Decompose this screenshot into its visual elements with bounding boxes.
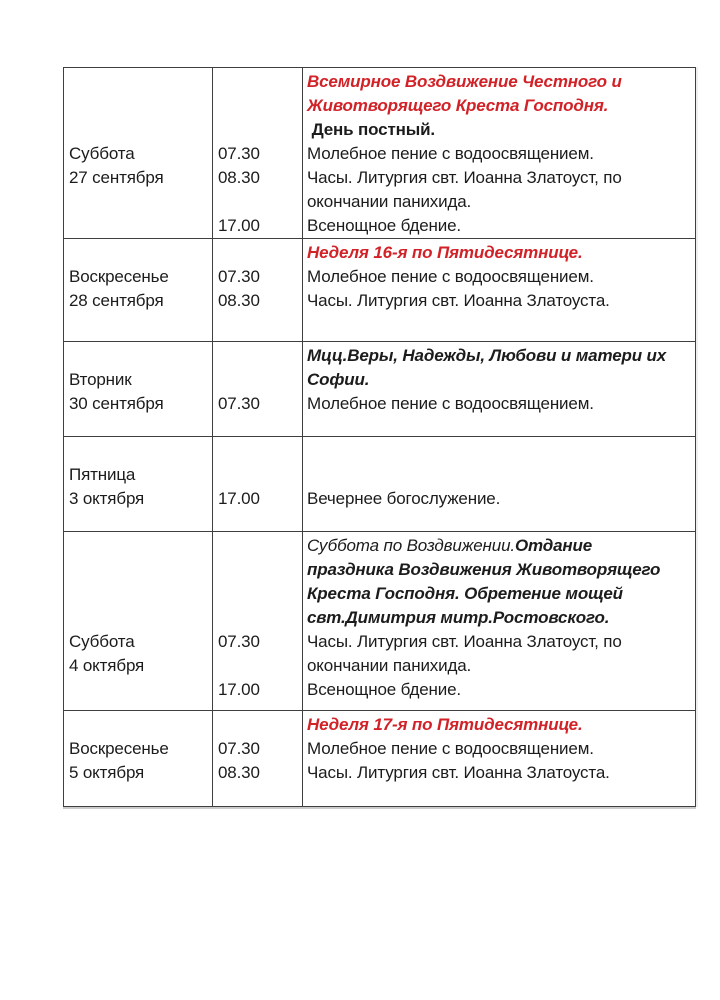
text-line: [218, 558, 302, 582]
text-segment: Всенощное бдение.: [307, 680, 462, 699]
description-cell: [303, 532, 695, 710]
text-segment: 17.00: [218, 216, 260, 235]
text-line: [218, 713, 302, 737]
text-line: [218, 214, 302, 238]
text-line: [69, 166, 212, 190]
text-line: [307, 582, 693, 606]
text-segment: Пятница: [69, 465, 136, 484]
text-line: [218, 678, 302, 702]
text-line: [69, 392, 212, 416]
text-segment: Суббота: [69, 632, 135, 651]
text-line: [218, 654, 302, 678]
text-line: [218, 392, 302, 416]
text-line: [307, 558, 693, 582]
text-line: [307, 630, 693, 654]
text-segment: Молебное пение с водоосвящением.: [307, 394, 594, 413]
text-line: [69, 582, 212, 606]
day-cell: [64, 532, 213, 710]
time-cell: [213, 532, 303, 710]
text-line: [218, 737, 302, 761]
text-line: [69, 606, 212, 630]
text-line: [307, 166, 693, 190]
text-segment: 07.30: [218, 144, 260, 163]
table-row-6: [64, 711, 695, 806]
text-line: [307, 70, 693, 94]
text-line: [218, 289, 302, 313]
text-segment: Софии.: [307, 370, 370, 389]
text-line: [69, 289, 212, 313]
service-schedule-table: [63, 67, 696, 807]
text-line: [307, 713, 693, 737]
text-segment: Часы. Литургия свт. Иоанна Златоуста.: [307, 763, 610, 782]
text-line: [69, 368, 212, 392]
text-line: [69, 241, 212, 265]
time-cell: [213, 342, 303, 436]
text-segment: окончании панихида.: [307, 192, 472, 211]
table-row-4: [64, 437, 695, 532]
description-cell: [303, 68, 695, 238]
text-line: [218, 534, 302, 558]
text-segment: День постный.: [307, 120, 436, 139]
time-cell: [213, 239, 303, 341]
text-segment: 08.30: [218, 168, 260, 187]
text-segment: Всенощное бдение.: [307, 216, 462, 235]
text-segment: Воскресенье: [69, 267, 169, 286]
text-line: [218, 241, 302, 265]
text-line: [218, 344, 302, 368]
day-cell: [64, 239, 213, 341]
text-line: [307, 241, 693, 265]
text-line: [307, 214, 693, 238]
text-line: [307, 94, 693, 118]
text-segment: Часы. Литургия свт. Иоанна Златоуста.: [307, 291, 610, 310]
text-segment: Животворящего Креста Господня.: [307, 96, 609, 115]
day-cell: [64, 342, 213, 436]
description-cell: [303, 711, 695, 806]
text-line: [307, 190, 693, 214]
time-cell: [213, 68, 303, 238]
text-segment: Всемирное Воздвижение Честного и: [307, 72, 622, 91]
text-line: [218, 142, 302, 166]
text-line: [69, 654, 212, 678]
day-cell: [64, 711, 213, 806]
table-row-5: [64, 532, 695, 711]
text-line: [218, 118, 302, 142]
time-cell: [213, 711, 303, 806]
text-segment: Вторник: [69, 370, 132, 389]
text-line: [69, 713, 212, 737]
text-line: [307, 737, 693, 761]
text-line: [69, 761, 212, 785]
text-segment: Неделя 16-я по Пятидесятнице.: [307, 243, 583, 262]
text-line: [69, 558, 212, 582]
text-line: [69, 70, 212, 94]
text-segment: 4 октября: [69, 656, 145, 675]
text-segment: 30 сентября: [69, 394, 164, 413]
day-cell: [64, 68, 213, 238]
text-segment: Суббота: [69, 144, 135, 163]
text-line: [218, 439, 302, 463]
text-line: [307, 534, 693, 558]
text-segment: 17.00: [218, 489, 260, 508]
text-line: [69, 534, 212, 558]
text-line: [69, 463, 212, 487]
table-row-3: [64, 342, 695, 437]
text-segment: Суббота по Воздвижении.: [307, 536, 515, 555]
text-segment: Часы. Литургия свт. Иоанна Златоуст, по: [307, 168, 622, 187]
table-row-1: [64, 68, 695, 239]
text-segment: 27 сентября: [69, 168, 164, 187]
text-segment: Воскресенье: [69, 739, 169, 758]
text-segment: 28 сентября: [69, 291, 164, 310]
text-segment: 08.30: [218, 763, 260, 782]
text-line: [218, 463, 302, 487]
text-line: [218, 368, 302, 392]
text-line: [307, 678, 693, 702]
description-cell: [303, 342, 695, 436]
text-line: [218, 190, 302, 214]
time-cell: [213, 437, 303, 531]
text-line: [307, 265, 693, 289]
text-segment: Неделя 17-я по Пятидесятнице.: [307, 715, 583, 734]
text-line: [307, 761, 693, 785]
text-line: [307, 654, 693, 678]
text-segment: 07.30: [218, 739, 260, 758]
text-line: [218, 487, 302, 511]
text-line: [218, 606, 302, 630]
description-cell: [303, 437, 695, 531]
text-line: [218, 265, 302, 289]
text-line: [307, 392, 693, 416]
table-row-2: [64, 239, 695, 342]
text-line: [69, 439, 212, 463]
text-line: [218, 630, 302, 654]
text-line: [307, 487, 693, 511]
text-line: [307, 289, 693, 313]
text-segment: 07.30: [218, 632, 260, 651]
text-segment: Молебное пение с водоосвящением.: [307, 739, 594, 758]
text-line: [218, 70, 302, 94]
text-line: [69, 118, 212, 142]
text-line: [69, 142, 212, 166]
text-line: [307, 606, 693, 630]
text-segment: окончании панихида.: [307, 656, 472, 675]
text-line: [218, 761, 302, 785]
text-line: [218, 94, 302, 118]
text-line: [307, 118, 693, 142]
text-segment: Часы. Литургия свт. Иоанна Златоуст, по: [307, 632, 622, 651]
text-line: [307, 142, 693, 166]
text-segment: 07.30: [218, 267, 260, 286]
text-line: [69, 737, 212, 761]
text-segment: 5 октября: [69, 763, 145, 782]
text-segment: Молебное пение с водоосвящением.: [307, 144, 594, 163]
text-segment: Креста Господня. Обретение мощей: [307, 584, 623, 603]
text-line: [218, 166, 302, 190]
text-line: [69, 94, 212, 118]
text-line: [69, 265, 212, 289]
text-segment: праздника Воздвижения Животворящего: [307, 560, 661, 579]
day-cell: [64, 437, 213, 531]
text-line: [307, 344, 693, 368]
text-segment: 17.00: [218, 680, 260, 699]
text-segment: Отдание: [514, 536, 593, 555]
text-segment: 07.30: [218, 394, 260, 413]
text-segment: 08.30: [218, 291, 260, 310]
text-line: [307, 439, 693, 463]
text-segment: Молебное пение с водоосвящением.: [307, 267, 594, 286]
description-cell: [303, 239, 695, 341]
text-line: [307, 368, 693, 392]
text-segment: Вечернее богослужение.: [307, 489, 501, 508]
text-segment: свт.Димитрия митр.Ростовского.: [307, 608, 610, 627]
text-line: [69, 487, 212, 511]
text-line: [69, 344, 212, 368]
text-line: [307, 463, 693, 487]
text-segment: Мцц.Веры, Надежды, Любови и матери их: [307, 346, 667, 365]
text-segment: 3 октября: [69, 489, 145, 508]
text-line: [218, 582, 302, 606]
text-line: [69, 630, 212, 654]
